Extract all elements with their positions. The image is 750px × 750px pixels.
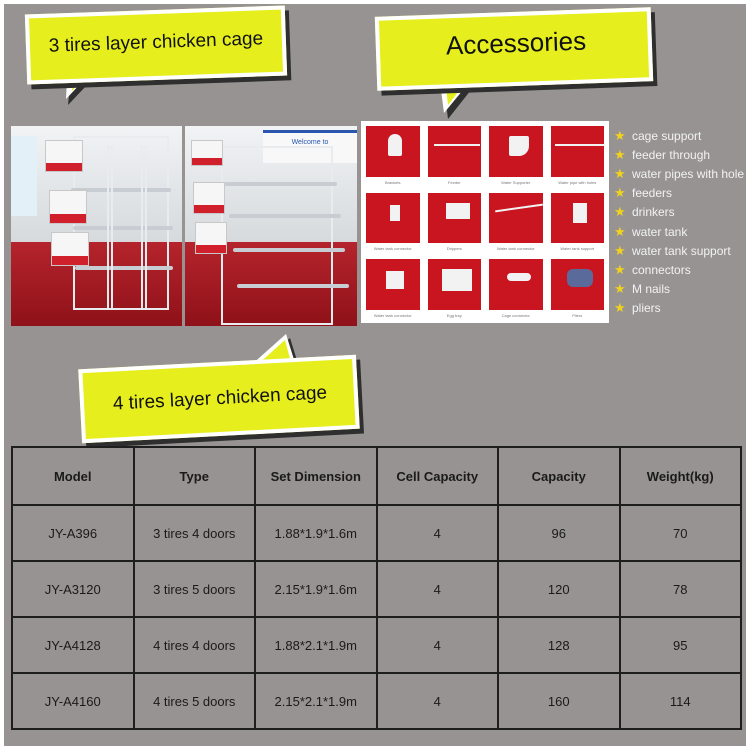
accessory-thumb: Feeder <box>426 124 484 187</box>
accessory-thumb: Pliers <box>549 257 607 320</box>
star-icon: ★ <box>614 223 626 239</box>
table-header-row <box>12 447 741 505</box>
accessories-list <box>614 126 746 318</box>
table-cell: 96 <box>498 505 620 561</box>
table-row <box>12 617 741 673</box>
table-cell: 4 <box>377 673 499 729</box>
welcome-sign-text: Welcome to <box>291 139 329 146</box>
table-cell: 4 <box>377 561 499 617</box>
column-header: Cell Capacity <box>377 447 499 505</box>
three-tier-title: 3 tires layer chicken cage <box>48 28 264 57</box>
star-icon: ★ <box>614 146 626 162</box>
table-cell: 128 <box>498 617 620 673</box>
accessory-thumb: Water Supporter <box>487 124 545 187</box>
accessory-thumb: Water tank connector <box>364 191 422 254</box>
list-item: ★ connectors <box>614 261 691 277</box>
column-header: Type <box>134 447 256 505</box>
accessories-callout <box>376 6 656 116</box>
four-tier-title: 4 tires layer chicken cage <box>112 382 328 415</box>
four-tier-cage-photo <box>185 126 357 326</box>
table-row <box>12 505 741 561</box>
table-cell: JY-A396 <box>12 505 134 561</box>
three-tier-cage-photo <box>11 126 182 326</box>
list-item: ★ water tank <box>614 223 688 239</box>
star-icon: ★ <box>614 300 626 316</box>
four-tier-callout <box>80 334 360 434</box>
accessory-thumb: Cage connector <box>487 257 545 320</box>
star-icon: ★ <box>614 204 626 220</box>
column-header: Set Dimension <box>255 447 377 505</box>
table-cell: 70 <box>620 505 742 561</box>
table-cell: 3 tires 5 doors <box>134 561 256 617</box>
star-icon: ★ <box>614 185 626 201</box>
accessory-thumb: Water tank connector <box>364 257 422 320</box>
star-icon: ★ <box>614 261 626 277</box>
accessory-thumb: Water tank connector <box>487 191 545 254</box>
table-cell: 1.88*2.1*1.9m <box>255 617 377 673</box>
table-row <box>12 673 741 729</box>
list-item: ★ cage support <box>614 127 702 143</box>
table-cell: JY-A4160 <box>12 673 134 729</box>
star-icon: ★ <box>614 281 626 297</box>
star-icon: ★ <box>614 165 626 181</box>
list-item: ★ water tank support <box>614 242 731 258</box>
table-cell: 78 <box>620 561 742 617</box>
list-item: ★ water pipes with hole <box>614 165 745 181</box>
table-cell: 114 <box>620 673 742 729</box>
star-icon: ★ <box>614 127 626 143</box>
column-header: Weight(kg) <box>620 447 742 505</box>
table-cell: JY-A3120 <box>12 561 134 617</box>
column-header: Capacity <box>498 447 620 505</box>
accessory-thumb: Brackets <box>364 124 422 187</box>
table-cell: 2.15*2.1*1.9m <box>255 673 377 729</box>
accessories-title: Accessories <box>445 25 587 61</box>
table-cell: 120 <box>498 561 620 617</box>
table-cell: JY-A4128 <box>12 617 134 673</box>
table-cell: 160 <box>498 673 620 729</box>
table-cell: 3 tires 4 doors <box>134 505 256 561</box>
list-item: ★ feeder through <box>614 146 711 162</box>
specification-table <box>11 446 742 730</box>
table-cell: 4 <box>377 505 499 561</box>
product-sheet <box>4 4 746 746</box>
accessory-thumb: Drippers <box>426 191 484 254</box>
accessory-photo-grid <box>361 121 609 323</box>
list-item: ★ feeders <box>614 185 673 201</box>
accessory-thumb: Water tank support <box>549 191 607 254</box>
table-cell: 1.88*1.9*1.6m <box>255 505 377 561</box>
accessory-thumb: Egg tray <box>426 257 484 320</box>
table-cell: 4 <box>377 617 499 673</box>
table-cell: 95 <box>620 617 742 673</box>
table-cell: 4 tires 5 doors <box>134 673 256 729</box>
accessory-thumb: Water pipe with holes <box>549 124 607 187</box>
column-header: Model <box>12 447 134 505</box>
star-icon: ★ <box>614 242 626 258</box>
three-tier-callout <box>26 10 286 105</box>
list-item: ★ pliers <box>614 300 661 316</box>
table-cell: 2.15*1.9*1.6m <box>255 561 377 617</box>
list-item: ★ drinkers <box>614 204 675 220</box>
list-item: ★ M nails <box>614 281 671 297</box>
table-cell: 4 tires 4 doors <box>134 617 256 673</box>
table-row <box>12 561 741 617</box>
